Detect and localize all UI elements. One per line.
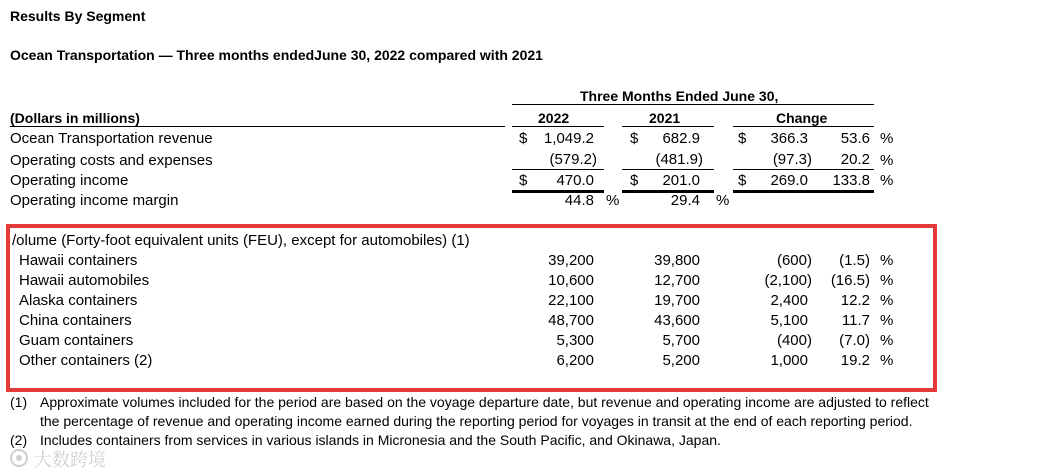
volume-change-percent: 11.7 bbox=[841, 312, 870, 329]
volume-change: 2,400 bbox=[770, 292, 808, 309]
footnote-2-number: (2) bbox=[10, 432, 28, 448]
value-2021: 29.4 bbox=[670, 192, 700, 209]
volume-change: (2,100) bbox=[764, 272, 812, 289]
col-header-2021: 2021 bbox=[649, 110, 681, 126]
header-rule-2022 bbox=[512, 126, 604, 127]
volume-change: 1,000 bbox=[770, 352, 808, 369]
volume-2022: 5,300 bbox=[556, 332, 594, 349]
row-label: China containers bbox=[19, 312, 132, 329]
percent-sign: % bbox=[880, 130, 894, 147]
value-2021: 201.0 bbox=[662, 172, 700, 189]
volume-2021: 19,700 bbox=[654, 292, 700, 309]
percent-sign: % bbox=[716, 192, 730, 209]
volume-change: (600) bbox=[776, 252, 812, 269]
dollar-sign: $ bbox=[630, 130, 639, 147]
percent-sign: % bbox=[880, 172, 894, 189]
volume-2021: 12,700 bbox=[654, 272, 700, 289]
percent-sign: % bbox=[880, 332, 894, 349]
value-2022: 44.8 bbox=[564, 192, 594, 209]
value-2022: (579.2) bbox=[549, 151, 597, 168]
change-percent: 53.6 bbox=[840, 130, 870, 147]
volume-2021: 39,800 bbox=[654, 252, 700, 269]
dollar-sign: $ bbox=[738, 130, 747, 147]
row-label: Guam containers bbox=[19, 332, 134, 349]
subtotal-rule-change bbox=[733, 169, 874, 170]
value-2021: (481.9) bbox=[655, 151, 703, 168]
row-label: Operating income bbox=[10, 172, 129, 189]
volume-change-percent: 12.2 bbox=[840, 292, 870, 309]
value-2022: 470.0 bbox=[556, 172, 594, 189]
row-label: Alaska containers bbox=[19, 292, 138, 309]
row-label: Hawaii automobiles bbox=[19, 272, 150, 289]
header-group-rule bbox=[512, 104, 874, 105]
volume-2022: 22,100 bbox=[548, 292, 594, 309]
percent-sign: % bbox=[880, 252, 894, 269]
dollar-sign: $ bbox=[738, 172, 747, 189]
percent-sign: % bbox=[606, 192, 620, 209]
value-2021: 682.9 bbox=[662, 130, 700, 147]
percent-sign: % bbox=[880, 152, 894, 169]
subtotal-rule-2021 bbox=[622, 169, 714, 170]
volume-2022: 39,200 bbox=[548, 252, 594, 269]
total-rule-change bbox=[733, 190, 874, 193]
percent-sign: % bbox=[880, 352, 894, 369]
volume-change-percent: (7.0) bbox=[839, 332, 870, 349]
header-rule-2021 bbox=[622, 126, 714, 127]
col-header-change: Change bbox=[776, 110, 828, 126]
volume-2021: 5,200 bbox=[662, 352, 700, 369]
volume-2022: 6,200 bbox=[556, 352, 594, 369]
header-rule-change bbox=[733, 126, 874, 127]
volume-heading: /olume (Forty-foot equivalent units (FEU), except for automobiles) (1) bbox=[12, 232, 470, 249]
percent-sign: % bbox=[880, 292, 894, 309]
watermark-text: 大数跨境 bbox=[34, 450, 106, 470]
section-subtitle: Ocean Transportation — Three months endedJune 30, 2022 compared with 2021 bbox=[10, 47, 543, 63]
row-label: Operating income margin bbox=[10, 192, 179, 209]
col-header-2022: 2022 bbox=[538, 110, 570, 126]
dollar-sign: $ bbox=[519, 130, 528, 147]
row-label: Ocean Transportation revenue bbox=[10, 130, 213, 147]
units-label: (Dollars in millions) bbox=[10, 110, 140, 126]
row-label: Operating costs and expenses bbox=[10, 152, 213, 169]
footnote-1-text: Approximate volumes included for the period are based on the voyage departure date, but revenue and operating income are adjusted to reflect bbox=[40, 394, 929, 410]
volume-2022: 48,700 bbox=[548, 312, 594, 329]
footnote-2-text: Includes containers from services in various islands in Micronesia and the South Pacific, and Okinawa, Japan. bbox=[40, 432, 721, 448]
volume-change-percent: (1.5) bbox=[839, 252, 870, 269]
change-percent: 20.2 bbox=[840, 151, 870, 168]
volume-2022: 10,600 bbox=[548, 272, 594, 289]
volume-2021: 43,600 bbox=[654, 312, 700, 329]
volume-change-percent: 19.2 bbox=[840, 352, 870, 369]
header-group-label: Three Months Ended June 30, bbox=[580, 88, 779, 104]
subtotal-rule-2022 bbox=[512, 169, 604, 170]
row-label: Other containers (2) bbox=[19, 352, 153, 369]
volume-change-percent: (16.5) bbox=[830, 272, 870, 289]
volume-change: 5,100 bbox=[770, 312, 808, 329]
row-label: Hawaii containers bbox=[19, 252, 138, 269]
change-percent: 133.8 bbox=[832, 172, 870, 189]
dollar-sign: $ bbox=[519, 172, 528, 189]
percent-sign: % bbox=[880, 312, 894, 329]
footnote-1-number: (1) bbox=[10, 394, 28, 410]
watermark-logo-icon bbox=[8, 447, 30, 474]
change-value: 366.3 bbox=[770, 130, 808, 147]
footnote-1-text-cont: the percentage of revenue and operating income earned during the reporting period for voyages in transit at the end of each reporting period. bbox=[40, 413, 913, 429]
section-title: Results By Segment bbox=[10, 8, 146, 24]
change-value: (97.3) bbox=[772, 151, 812, 168]
value-2022: 1,049.2 bbox=[543, 130, 594, 147]
percent-sign: % bbox=[880, 272, 894, 289]
dollar-sign: $ bbox=[630, 172, 639, 189]
volume-change: (400) bbox=[776, 332, 812, 349]
header-rule-label bbox=[10, 126, 505, 127]
volume-2021: 5,700 bbox=[662, 332, 700, 349]
change-value: 269.0 bbox=[770, 172, 808, 189]
